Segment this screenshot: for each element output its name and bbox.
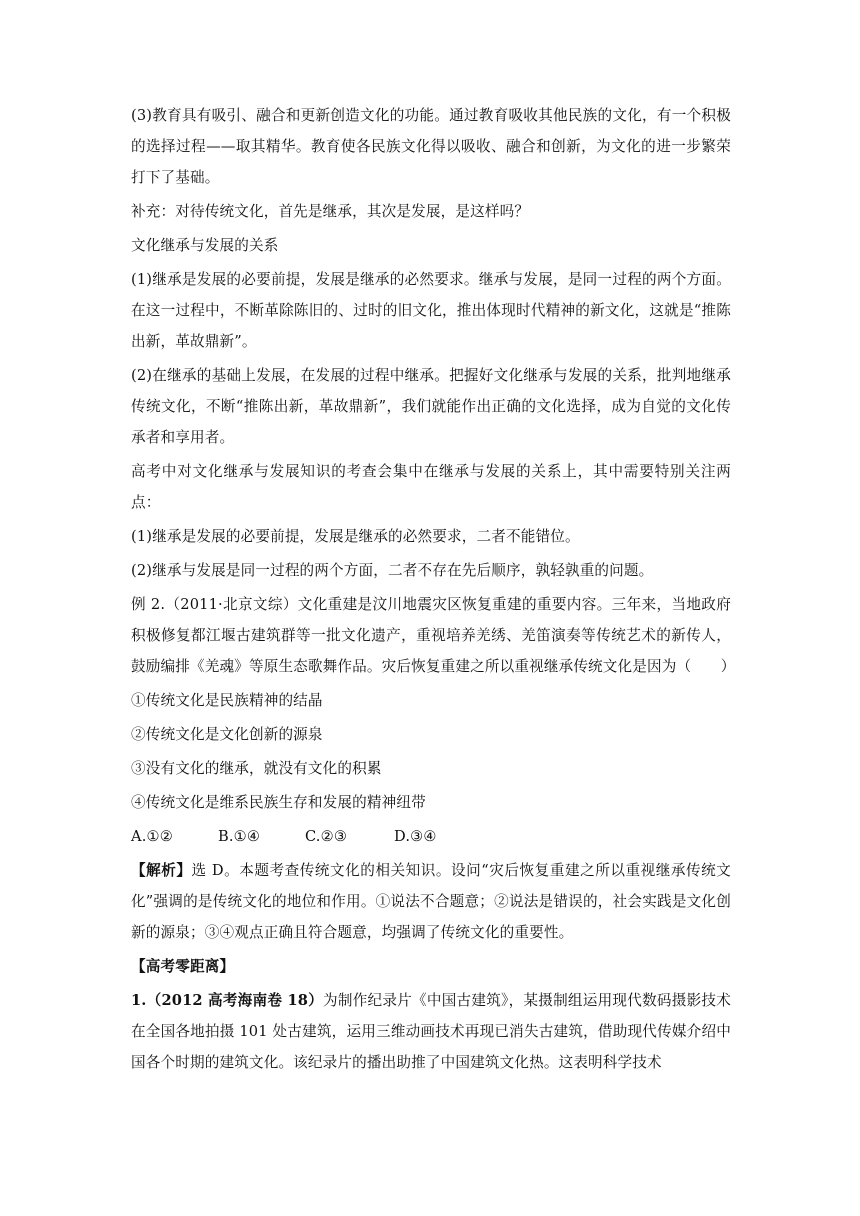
option-c: C.②③ [305,828,348,845]
paragraph-point-2: (2)在继承的基础上发展，在发展的过程中继承。把握好文化继承与发展的关系，批判地继承传统文化，不断“推陈出新，革故鼎新”，我们就能作出正确的文化选择，成为自觉的文化传承者和享用者。 [131,367,731,446]
paragraph-focus-1: (1)继承是发展的必要前提，发展是继承的必然要求，二者不能错位。 [131,528,580,545]
question-1 [131,985,731,1078]
statement-4: ④传统文化是维系民族生存和发展的精神纽带 [131,794,426,811]
answer-options [131,821,731,852]
statement-1: ①传统文化是民族精神的结晶 [131,692,323,709]
paragraph-point-1: (1)继承是发展的必要前提，发展是继承的必然要求。继承与发展，是同一过程的两个方面。在这一过程中，不断革除陈旧的、过时的旧文化，推出体现时代精神的新文化，这就是“推陈出新，革故鼎新”。 [131,271,731,350]
paragraph-education-function: (3)教育具有吸引、融合和更新创造文化的功能。通过教育吸收其他民族的文化，有一个积极的选择过程——取其精华。教育使各民族文化得以吸收、融合和创新，为文化的进一步繁荣打下了基础。 [131,107,731,186]
section-heading: 【高考零距离】 [131,958,235,975]
option-a: A.①② [131,828,173,845]
example-question: 例 2.（2011·北京文综）文化重建是汶川地震灾区恢复重建的重要内容。三年来，当地政府积极修复都江堰古建筑群等一批文化遗产，重视培养羌绣、羌笛演奏等传统艺术的新传人，鼓励编排《羌魂》等原生态歌舞作品。灾后恢复重建之所以重视继承传统文化是因为（ ） [131,596,736,675]
paragraph-exam-focus: 高考中对文化继承与发展知识的考查会集中在继承与发展的关系上，其中需要特别关注两点： [131,463,731,511]
analysis-label: 【解析】 [131,862,192,879]
statement-3: ③没有文化的继承，就没有文化的积累 [131,760,382,777]
question-1-text: 为制作纪录片《中国古建筑》，某摄制组运用现代数码摄影技术在全国各地拍摄 101 处古建筑，运用三维动画技术再现已消失古建筑，借助现代传媒介绍中国各个时期的建筑文化。该纪录片的播出助推了中国建筑文化热。这表明科学技术 [131,992,732,1071]
document-page [131,100,736,1078]
paragraph-focus-2: (2)继承与发展是同一过程的两个方面，二者不存在先后顺序，孰轻孰重的问题。 [131,562,654,579]
option-d: D.③④ [394,828,437,845]
analysis-paragraph [131,855,731,948]
analysis-text: 选 D。本题考查传统文化的相关知识。设问“灾后恢复重建之所以重视继承传统文化”强调的是传统文化的地位和作用。①说法不合题意；②说法是错误的，社会实践是文化创新的源泉；③④观点正确且符合题意，均强调了传统文化的重要性。 [131,862,731,941]
question-1-label: 1.（2012 高考海南卷 18） [131,992,324,1009]
statement-2: ②传统文化是文化创新的源泉 [131,726,323,743]
option-b: B.①④ [218,828,261,845]
paragraph-supplement-question: 补充：对待传统文化，首先是继承，其次是发展，是这样吗？ [131,203,530,220]
paragraph-relation-title: 文化继承与发展的关系 [131,237,279,254]
